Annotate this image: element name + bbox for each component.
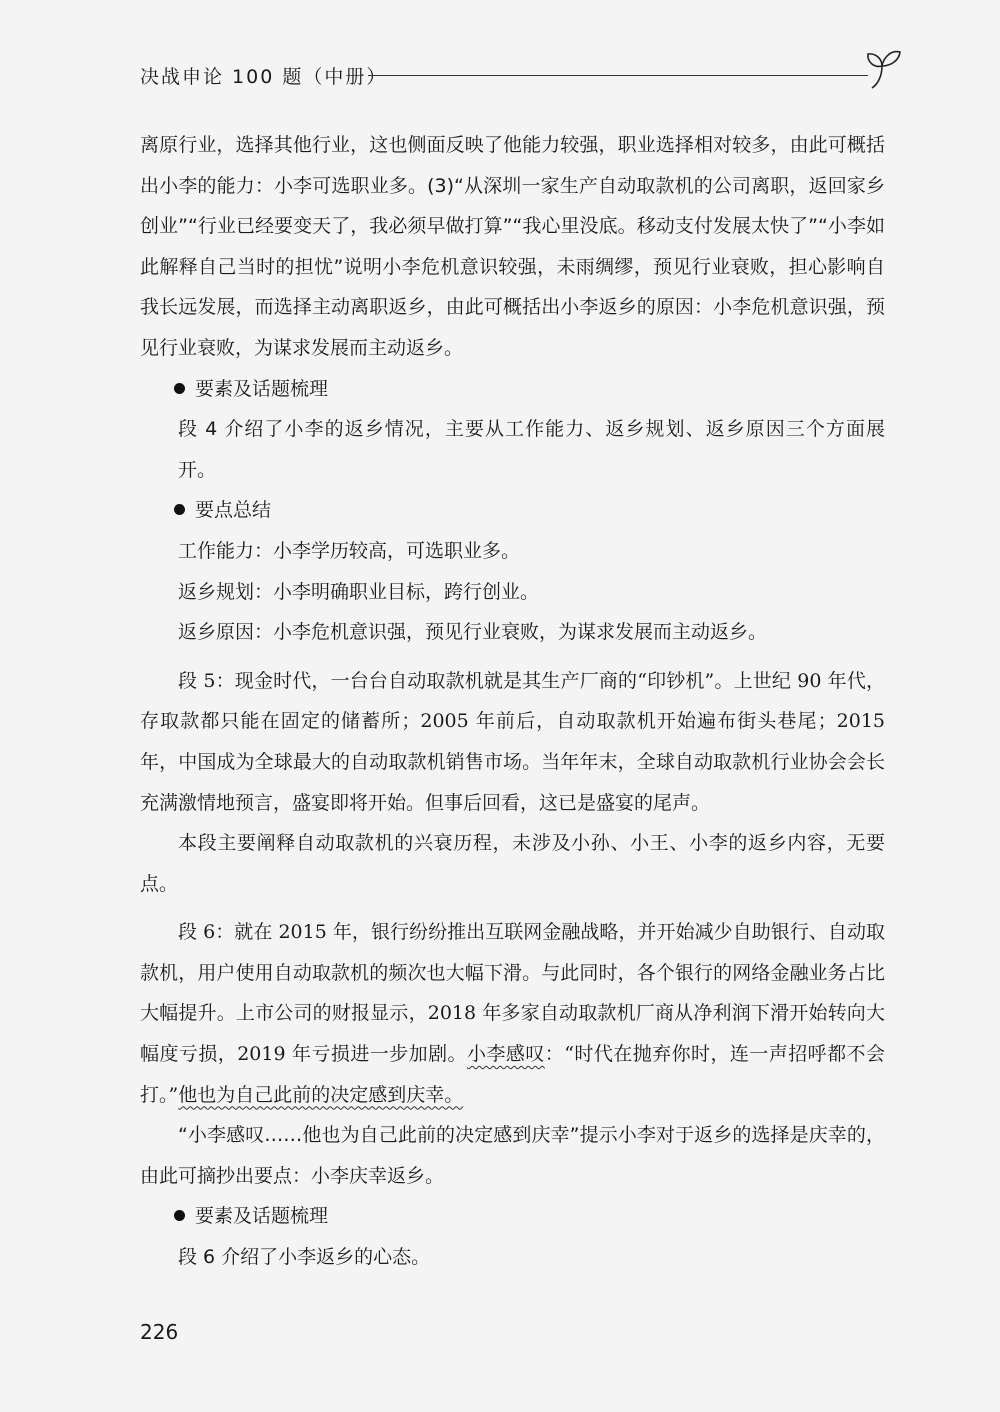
paragraph: 段 6 介绍了小李返乡的心态。: [178, 1246, 431, 1269]
summary-point: 返乡原因：小李危机意识强，预见行业衰败，为谋求发展而主动返乡。: [178, 621, 768, 644]
paragraph: 离原行业，选择其他行业，这也侧面反映了他能力较强，职业选择相对较多，由此可概括出小李的能力：小李可选职业多。(3)“从深圳一家生产自动取款机的公司离职，返回家乡创业”“行业已经要变天了，我必须早做打算”“我心里没底。移动支付发展太快了”“小李如此解释自己当时的担忧”说明小李危机意识较强，未雨绸缪，预见行业衰败，担心影响自我长远发展，而选择主动离职返乡，由此可概括出小李返乡的原因：小李危机意识强，预见行业衰败，为谋求发展而主动返乡。: [140, 134, 885, 359]
paragraph: 本段主要阐释自动取款机的兴衰历程，未涉及小孙、小王、小李的返乡内容，无要点。: [140, 832, 885, 895]
sprout-icon: [864, 44, 904, 94]
source-paragraph: [140, 912, 885, 1115]
bullet-icon: [174, 1210, 185, 1221]
paragraph: 段 4 介绍了小李的返乡情况，主要从工作能力、返乡规划、返乡原因三个方面展开。: [178, 418, 885, 481]
page-header: [140, 58, 900, 98]
section-heading: [140, 369, 885, 410]
section-heading: [140, 1196, 885, 1237]
page-body: [140, 125, 885, 1278]
summary-point: 工作能力：小李学历较高，可选职业多。: [178, 539, 521, 562]
source-text: ：“时代在抛弃你时，连一声招呼都不会打。”: [140, 1043, 885, 1106]
source-paragraph: 段 5：现金时代，一台台自动取款机就是其生产厂商的“印钞机”。上世纪 90 年代，存取款都只能在固定的储蓄所；2005 年前后，自动取款机开始遍布街头巷尾；2015 年，中国成为全球最大的自动取款机销售市场。当年年末，全球自动取款机行业协会会长充满激情地预言，盛宴即将开始。但事后回看，这已是盛宴的尾声。: [140, 669, 885, 814]
heading-text: 要素及话题梳理: [195, 1205, 329, 1228]
bullet-icon: [174, 504, 185, 515]
heading-text: 要点总结: [195, 499, 272, 522]
section-heading: [140, 490, 885, 531]
page-number: 226: [140, 1320, 179, 1344]
heading-text: 要素及话题梳理: [195, 377, 329, 400]
highlighted-phrase: 他也为自己此前的决定感到庆幸。: [178, 1083, 464, 1106]
highlighted-phrase: 小李感叹: [467, 1043, 545, 1066]
summary-point: 返乡规划：小李明确职业目标，跨行创业。: [178, 580, 540, 603]
source-text: 段 6：就在 2015 年，银行纷纷推出互联网金融战略，并开始减少自助银行、自动取款机，用户使用自动取款机的频次也大幅下滑。与此同时，各个银行的网络金融业务占比大幅提升。上市公司的财报显示，2018 年多家自动取款机厂商从净利润下滑开始转向大幅度亏损，2019 年亏损进一步加剧。: [140, 921, 885, 1066]
header-rule: [368, 75, 868, 76]
book-title: 决战申论 100 题（中册）: [140, 66, 388, 88]
bullet-icon: [174, 383, 185, 394]
paragraph: “小李感叹……他也为自己此前的决定感到庆幸”提示小李对于返乡的选择是庆幸的，由此可摘抄出要点：小李庆幸返乡。: [140, 1124, 885, 1187]
